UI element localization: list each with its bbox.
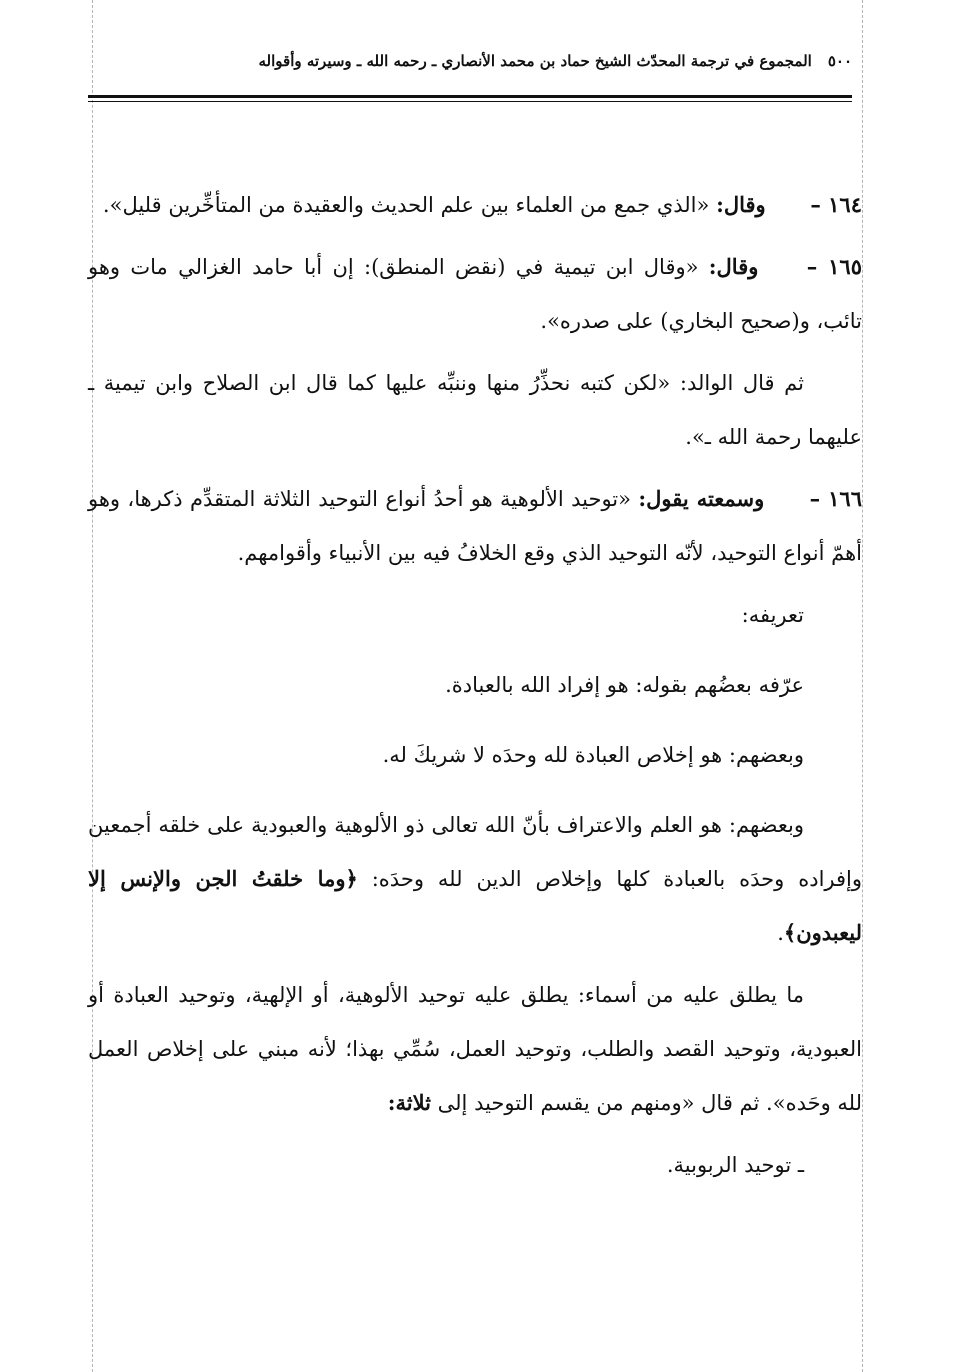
names-paragraph: [88, 968, 862, 1130]
entry-number: ١٦٥ –: [806, 254, 862, 279]
entry-number: ١٦٦ –: [809, 486, 862, 511]
names-text: ما يطلق عليه من أسماء: يطلق عليه توحيد الألوهية، أو الإلهية، وتوحيد العبادة أو العبودية، وتوحيد القصد والطلب، وتوحيد العمل، سُمِّي بهذا؛ لأنه مبني على إخلاص العمل لله وحَده». ثم قال «ومنهم من يقسم التوحيد إلى: [88, 983, 862, 1115]
definition-second: وبعضهم: هو إخلاص العبادة لله وحدَه لا شريكَ له.: [382, 743, 804, 767]
entry-text: «توحيد الألوهية هو أحدُ أنواع التوحيد الثلاثة المتقدِّم ذكرها، وهو أهمّ أنواع التوحيد، لأنّه التوحيد الذي وقع الخلافُ فيه بين الأنبياء وأقوامهم.: [88, 487, 862, 565]
entry-text: «وقال ابن تيمية في (نقض المنطق): إن أبا حامد الغزالي مات وهو تائب، و(صحيح البخاري) على صدره».: [88, 255, 862, 333]
quran-verse: ﴿وما خلقتُ الجن والإنس إلا ليعبدون﴾: [88, 866, 862, 945]
entry-165: [88, 240, 862, 348]
entry-lead: وسمعته يقول:: [638, 486, 765, 511]
entry-164: [88, 178, 862, 232]
running-header: [88, 44, 852, 78]
header-rule-thick: [88, 95, 852, 98]
definition-heading: تعريفه:: [741, 603, 804, 627]
scan-fold-line-right: [862, 0, 863, 1372]
list-item-rububiyya: ـ توحيد الربوبية.: [666, 1153, 804, 1177]
entry-lead: وقال:: [708, 254, 759, 279]
definition-end: .: [777, 921, 784, 945]
running-title: المجموع في ترجمة المحدّث الشيخ حماد بن محمد الأنصاري ـ رحمه الله ـ وسيرته وأقواله: [258, 52, 812, 70]
header-rule-thin: [88, 101, 852, 102]
entry-number: ١٦٤ –: [810, 192, 862, 217]
page-number: ٥٠٠: [827, 52, 852, 70]
names-end: ثلاثة:: [387, 1090, 431, 1115]
definition-text: وبعضهم: هو العلم والاعتراف بأنّ الله تعالى ذو الألوهية والعبودية على خلقه أجمعين وإفراده وحدَه بالعبادة كلها وإخلاص الدين لله وحدَه:: [88, 813, 863, 891]
definition-third: [88, 798, 862, 960]
father-comment-paragraph: ثم قال الوالد: «لكن كتبه نحذِّرُ منها وننبِّه عليها كما قال ابن الصلاح وابن تيمية ـ عليهما رحمة الله ـ».: [88, 371, 862, 449]
page-body: [88, 178, 862, 1208]
entry-text: «الذي جمع من العلماء بين علم الحديث والعقيدة من المتأخِّرين قليل».: [102, 193, 710, 217]
definition-first: عرّفه بعضُهم بقوله: هو إفراد الله بالعبادة.: [445, 673, 804, 697]
entry-166: [88, 472, 862, 580]
entry-lead: وقال:: [716, 192, 766, 217]
